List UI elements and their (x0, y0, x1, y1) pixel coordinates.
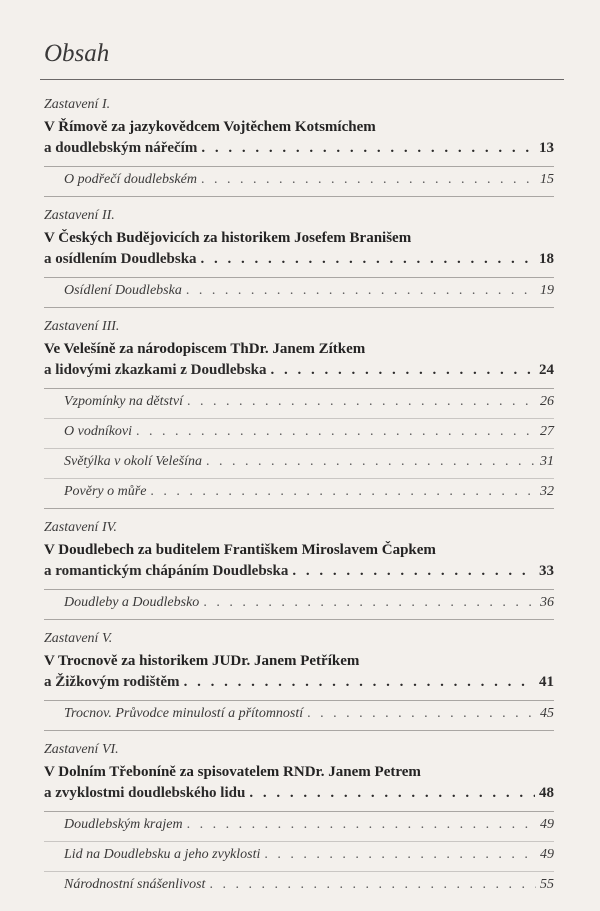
subchapter-entry[interactable] (44, 871, 554, 894)
dot-leader (201, 171, 536, 189)
chapter-entry[interactable] (44, 360, 554, 381)
subchapter-entry[interactable] (44, 700, 554, 723)
page-number: 55 (540, 877, 554, 892)
subchapter-title: O podřečí doudlebském (64, 172, 197, 187)
chapter-title-line: V Českých Budějovicích za historikem Josefem Branišem (44, 230, 412, 246)
chapter-title-line: V Doudlebech za buditelem Františkem Miroslavem Čapkem (44, 542, 436, 558)
chapter-entry[interactable] (44, 138, 554, 159)
subchapter-title: Doudlebským krajem (64, 817, 183, 832)
page-number: 18 (539, 251, 554, 267)
section-label: Zastavení I. (44, 97, 111, 112)
subchapter-entry[interactable] (44, 418, 554, 441)
dot-leader (271, 360, 535, 381)
title-rule (40, 79, 564, 80)
page-number: 13 (539, 140, 554, 156)
page-number: 26 (540, 394, 554, 409)
section-label: Zastavení III. (44, 319, 120, 334)
dot-leader (209, 876, 536, 894)
page-title: Obsah (44, 40, 110, 67)
toc-section (44, 207, 554, 308)
subchapter-title: Národnostní snášenlivost (64, 877, 206, 892)
page-number: 33 (539, 563, 554, 579)
toc-section (44, 96, 554, 197)
page-number: 41 (539, 674, 554, 690)
subchapter-entry[interactable] (44, 478, 554, 501)
subchapter-title: Pověry o můře (64, 484, 147, 499)
dot-leader (201, 249, 535, 270)
chapter-title-last-line: a zvyklostmi doudlebského lidu (44, 785, 246, 801)
dot-leader (187, 816, 536, 834)
subchapter-title: Vzpomínky na dětství (64, 394, 183, 409)
page-number: 31 (540, 454, 554, 469)
dot-leader (186, 282, 536, 300)
page-number: 49 (540, 847, 554, 862)
section-label: Zastavení V. (44, 631, 113, 646)
subchapter-entry[interactable] (44, 841, 554, 864)
page-number: 48 (539, 785, 554, 801)
dot-leader (187, 393, 536, 411)
page-number: 49 (540, 817, 554, 832)
dot-leader (206, 453, 536, 471)
dot-leader (150, 483, 536, 501)
page-number: 15 (540, 172, 554, 187)
chapter-title-last-line: a romantickým chápáním Doudlebska (44, 563, 289, 579)
chapter-entry[interactable] (44, 783, 554, 804)
page-number: 36 (540, 595, 554, 610)
chapter-title-line: V Římově za jazykovědcem Vojtěchem Kotsmíchem (44, 119, 376, 135)
subchapter-entry[interactable] (44, 166, 554, 189)
subchapter-entry[interactable] (44, 388, 554, 411)
chapter-entry[interactable] (44, 672, 554, 693)
dot-leader (307, 705, 536, 723)
page-number: 24 (539, 362, 554, 378)
chapter-title-line: V Dolním Třeboníně za spisovatelem RNDr. Janem Petrem (44, 764, 421, 780)
dot-leader (203, 594, 536, 612)
page-number: 32 (540, 484, 554, 499)
page-number: 45 (540, 706, 554, 721)
dot-leader (249, 783, 535, 804)
page-number: 19 (540, 283, 554, 298)
section-label: Zastavení IV. (44, 520, 117, 535)
chapter-title-last-line: a osídlením Doudlebska (44, 251, 197, 267)
chapter-title-last-line: a doudlebským nářečím (44, 140, 198, 156)
subchapter-title: Osídlení Doudlebska (64, 283, 182, 298)
subchapter-entry[interactable] (44, 277, 554, 300)
dot-leader (292, 561, 535, 582)
subchapter-title: Lid na Doudlebsku a jeho zvyklosti (64, 847, 261, 862)
toc-section (44, 519, 554, 620)
chapter-title-line: Ve Velešíně za národopiscem ThDr. Janem Zítkem (44, 341, 366, 357)
subchapter-title: Trocnov. Průvodce minulostí a přítomností (64, 706, 304, 721)
subchapter-title: Doudleby a Doudlebsko (64, 595, 200, 610)
chapter-title-last-line: a lidovými zkazkami z Doudlebska (44, 362, 267, 378)
toc-sections (44, 96, 554, 911)
page-number: 27 (540, 424, 554, 439)
chapter-title-last-line: a Žižkovým rodištěm (44, 674, 180, 690)
dot-leader (136, 423, 536, 441)
toc-section (44, 741, 554, 901)
toc-section (44, 318, 554, 509)
dot-leader (184, 672, 535, 693)
subchapter-entry[interactable] (44, 589, 554, 612)
subchapter-title: O vodníkovi (64, 424, 133, 439)
section-label: Zastavení VI. (44, 742, 119, 757)
dot-leader (264, 846, 536, 864)
chapter-title-line: V Trocnově za historikem JUDr. Janem Petříkem (44, 653, 360, 669)
chapter-entry[interactable] (44, 561, 554, 582)
toc-section (44, 630, 554, 731)
subchapter-title: Světýlka v okolí Velešína (64, 454, 202, 469)
subchapter-entry[interactable] (44, 448, 554, 471)
subchapter-entry[interactable] (44, 811, 554, 834)
section-label: Zastavení II. (44, 208, 115, 223)
chapter-entry[interactable] (44, 249, 554, 270)
dot-leader (201, 138, 535, 159)
